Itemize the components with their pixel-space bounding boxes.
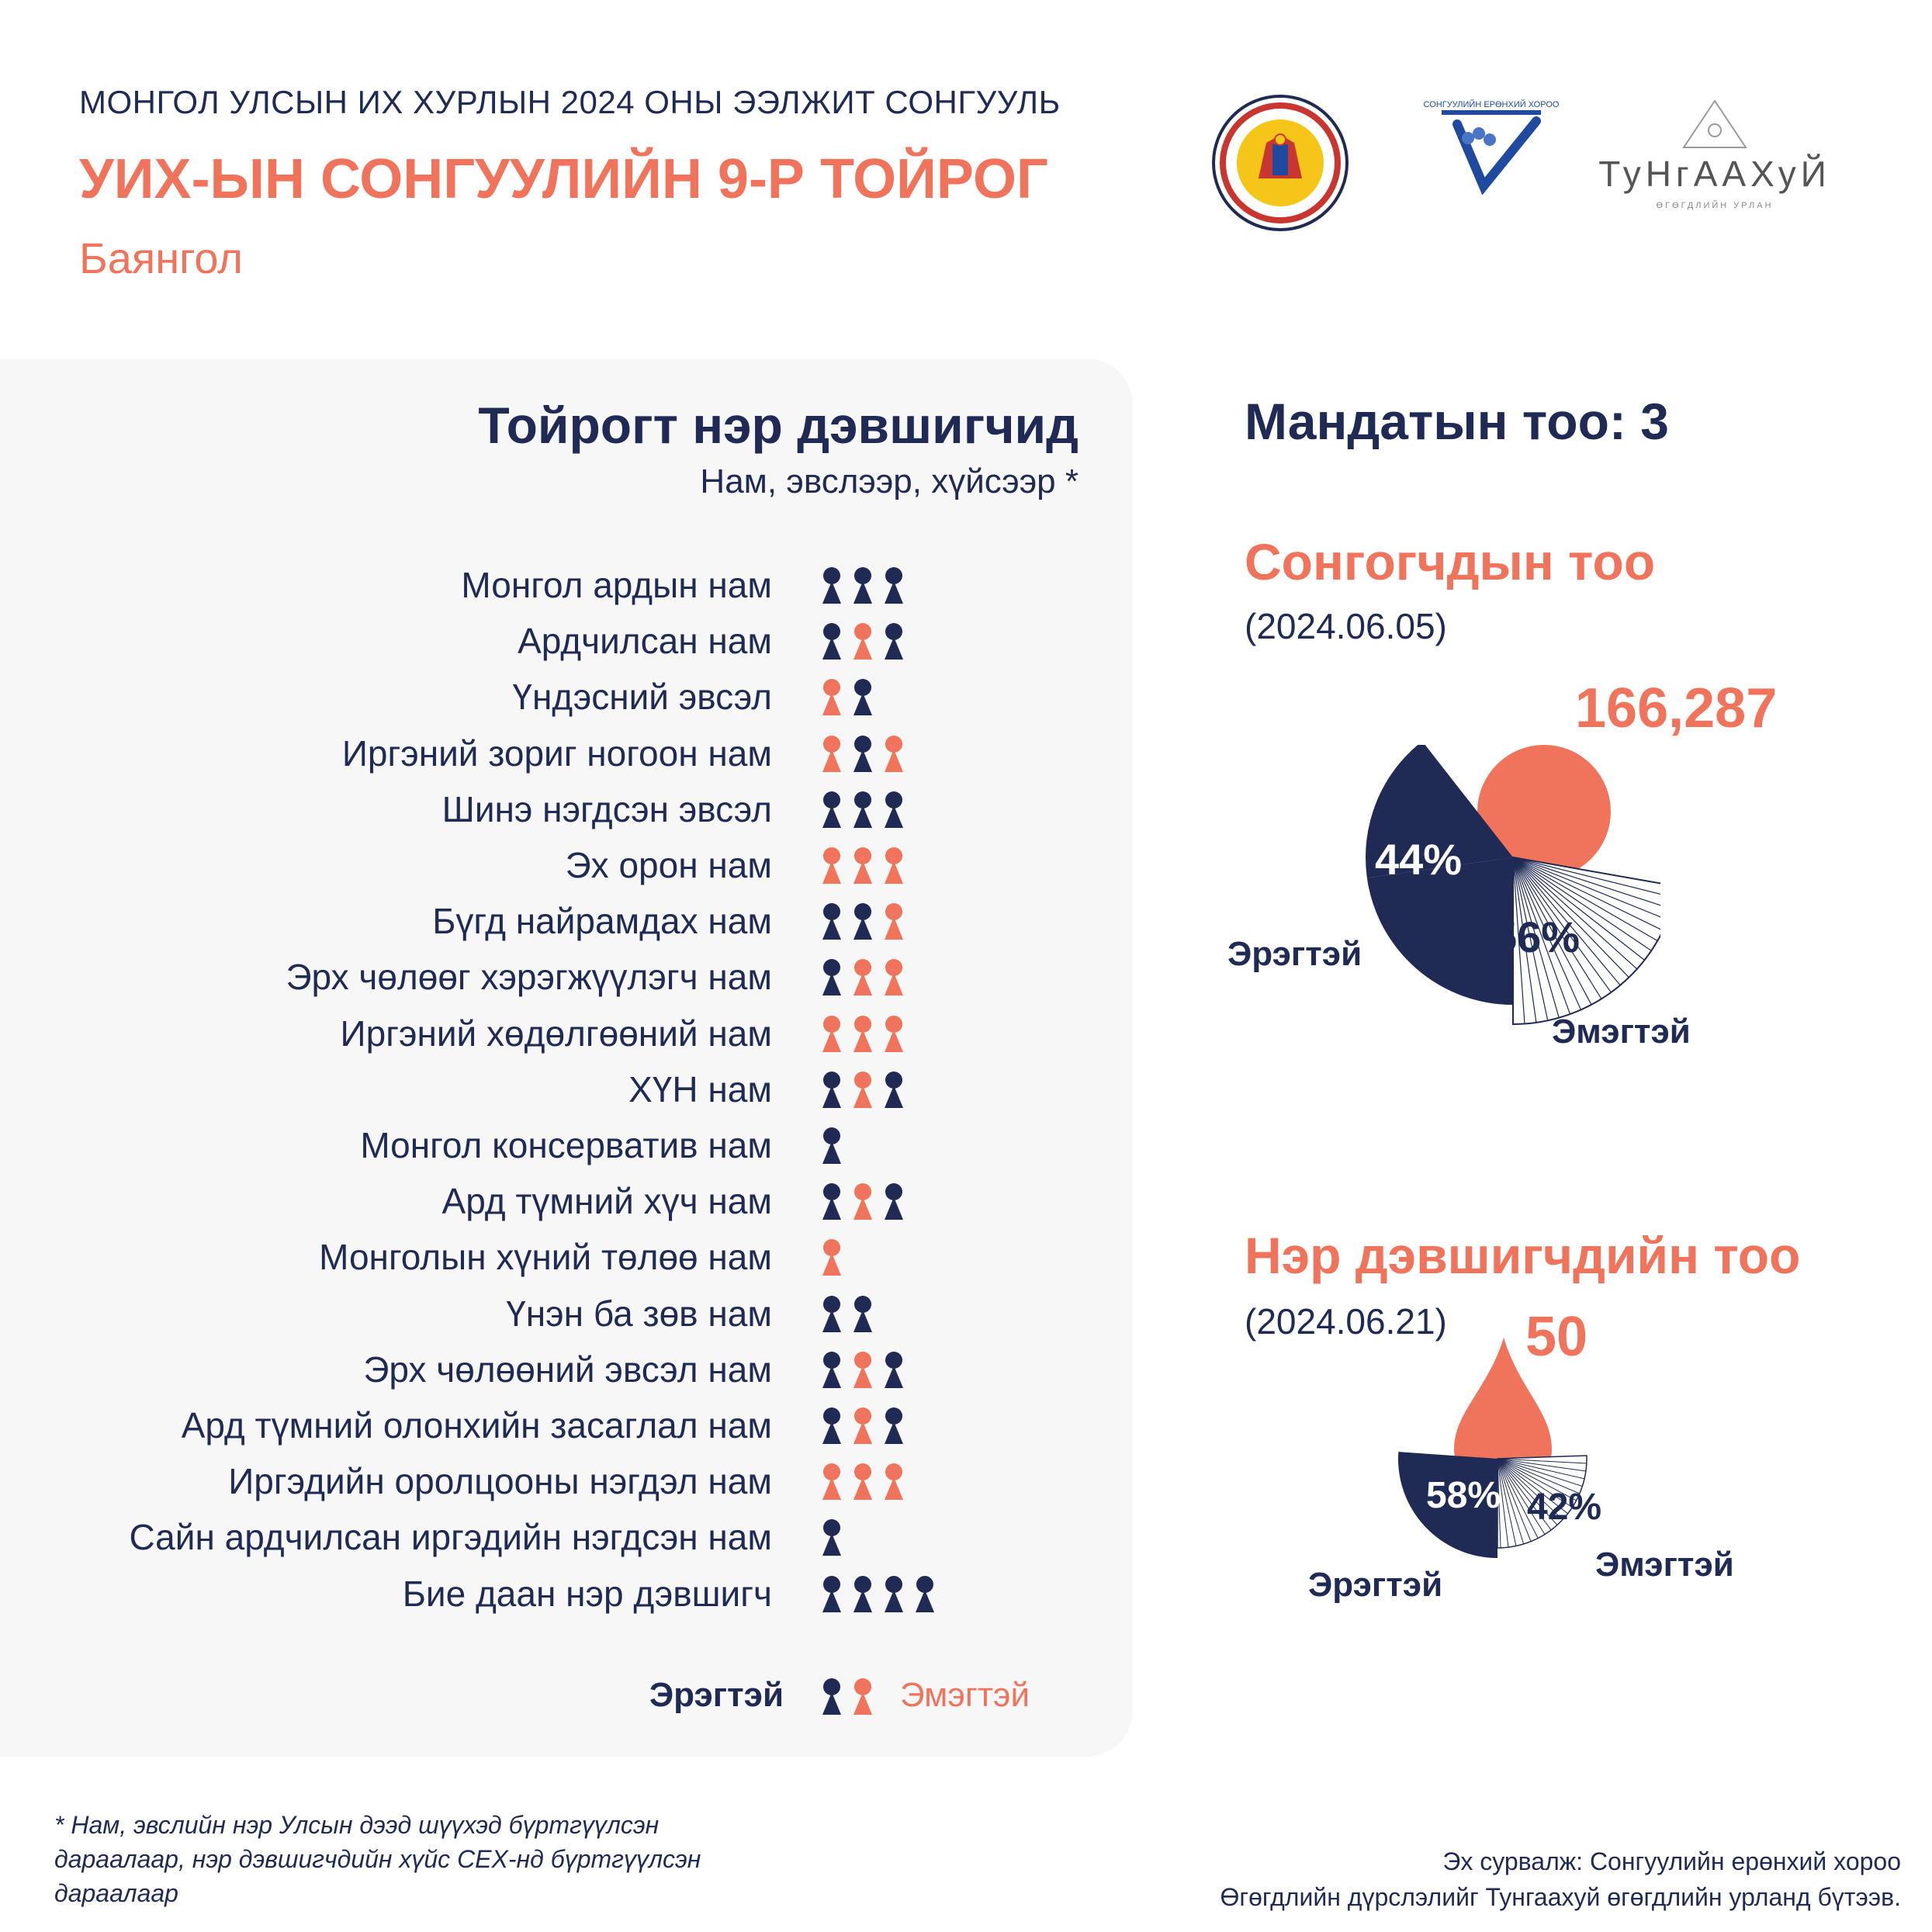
party-row xyxy=(0,557,1009,613)
female-candidate-icon xyxy=(822,1463,841,1500)
candidates-female-pct: 42% xyxy=(1527,1487,1602,1528)
female-candidate-icon xyxy=(853,959,872,995)
party-name: Эрх чөлөөний эвсэл нам xyxy=(363,1349,772,1390)
female-candidate-icon xyxy=(853,1407,872,1444)
party-row xyxy=(0,1397,1009,1453)
voters-female-pct: 56% xyxy=(1493,912,1581,961)
candidates-male-label: Эрэгтэй xyxy=(1308,1566,1443,1604)
party-name: Иргэдийн оролцооны нэгдэл нам xyxy=(228,1461,772,1502)
candidate-icons xyxy=(821,1295,883,1334)
candidate-icons xyxy=(821,791,914,829)
candidate-icons xyxy=(821,1182,914,1221)
female-candidate-icon xyxy=(853,1016,872,1052)
male-candidate-icon xyxy=(822,903,841,940)
district-title: УИХ-ЫН СОНГУУЛИЙН 9-Р ТОЙРОГ xyxy=(79,148,1048,210)
party-name: Монгол консерватив нам xyxy=(360,1125,772,1165)
male-candidate-icon xyxy=(853,1296,872,1332)
brand-name: ТуНгААХуЙ xyxy=(1598,154,1831,194)
female-candidate-icon xyxy=(853,1183,872,1220)
party-row xyxy=(0,1229,1009,1285)
legend-icons xyxy=(821,1678,883,1716)
party-name: Монгол ардын нам xyxy=(461,565,772,605)
party-row xyxy=(0,893,1009,949)
header-kicker: МОНГОЛ УЛСЫН ИХ ХУРЛЫН 2024 ОНЫ ЭЭЛЖИТ СОНГУУЛЬ xyxy=(79,84,1061,120)
male-candidate-icon xyxy=(885,1352,903,1388)
party-row xyxy=(0,1006,1009,1061)
female-candidate-icon xyxy=(853,1072,872,1108)
party-name: Сайн ардчилсан иргэдийн нэгдсэн нам xyxy=(129,1517,772,1558)
party-row xyxy=(0,781,1009,837)
male-candidate-icon xyxy=(822,1407,841,1444)
candidates-title: Тойрогт нэр дэвшигчид xyxy=(478,396,1079,454)
female-candidate-icon xyxy=(885,736,903,772)
female-candidate-icon xyxy=(885,847,903,884)
party-name: Ардчилсан нам xyxy=(518,621,772,662)
female-candidate-icon xyxy=(885,1463,903,1500)
party-row xyxy=(0,1173,1009,1229)
female-candidate-icon xyxy=(885,1016,903,1052)
candidate-icons xyxy=(821,1351,914,1390)
male-candidate-icon xyxy=(822,959,841,995)
male-candidate-icon xyxy=(822,1183,841,1220)
tungaakhui-brand-logo xyxy=(1598,101,1831,210)
party-name: Бүгд найрамдах нам xyxy=(432,901,772,942)
voters-male-label: Эрэгтэй xyxy=(1227,935,1362,973)
candidate-icons xyxy=(821,1463,914,1501)
gec-checkmark-logo xyxy=(1424,99,1560,186)
female-candidate-icon xyxy=(885,959,903,995)
source-line-2: Өгөгдлийн дүрслэлийг Тунгаахуй өгөгдлийн урланд бүтээв. xyxy=(1220,1883,1901,1911)
party-row xyxy=(0,1286,1009,1342)
party-row xyxy=(0,1061,1009,1117)
male-candidate-icon xyxy=(885,567,903,604)
legend-female-label: Эмэгтэй xyxy=(900,1676,1030,1714)
area-name: Баянгол xyxy=(79,234,243,282)
candidate-icons xyxy=(821,1518,852,1557)
male-candidate-icon xyxy=(822,1352,841,1388)
legend-male-label: Эрэгтэй xyxy=(649,1676,784,1714)
voters-date: (2024.06.05) xyxy=(1245,606,1447,646)
candidates-count-date: (2024.06.21) xyxy=(1245,1301,1447,1342)
male-candidate-icon xyxy=(885,1072,903,1108)
party-name: Бие даан нэр дэвшигч xyxy=(402,1573,772,1614)
candidates-subtitle: Нам, эвслээр, хүйсээр * xyxy=(700,462,1079,500)
voters-male-pct: 44% xyxy=(1375,835,1463,884)
logos xyxy=(1210,93,1854,233)
male-candidate-icon xyxy=(822,1576,841,1612)
source-line-1: Эх сурвалж: Сонгуулийн ерөнхий хороо xyxy=(1442,1847,1901,1875)
candidates-count-title: Нэр дэвшигчдийн тоо xyxy=(1245,1227,1801,1284)
party-name: Ард түмний олонхийн засаглал нам xyxy=(181,1405,772,1446)
party-name: Монголын хүний төлөө нам xyxy=(319,1237,772,1278)
party-name: Үндэсний эвсэл xyxy=(512,677,772,718)
male-candidate-icon xyxy=(885,1183,903,1220)
female-candidate-icon xyxy=(885,903,903,940)
male-candidate-icon xyxy=(822,1296,841,1332)
mandate-count: Мандатын тоо: 3 xyxy=(1245,393,1669,450)
male-candidate-icon xyxy=(853,791,872,828)
male-candidate-icon xyxy=(853,679,872,715)
male-candidate-icon xyxy=(885,791,903,828)
source-credit xyxy=(1220,1844,1901,1915)
party-name: Иргэний хөдөлгөөний нам xyxy=(340,1013,772,1054)
candidate-icons xyxy=(821,735,914,774)
female-candidate-icon xyxy=(853,1463,872,1500)
female-candidate-icon xyxy=(822,736,841,772)
candidate-icons xyxy=(821,902,914,941)
female-candidate-icon xyxy=(822,679,841,715)
voters-total: 166,287 xyxy=(1575,677,1778,739)
party-row xyxy=(0,1566,1009,1622)
candidate-icons xyxy=(821,622,914,661)
candidate-icons xyxy=(821,1575,945,1614)
male-candidate-icon xyxy=(853,567,872,604)
male-candidate-icon xyxy=(822,1072,841,1108)
footnote: * Нам, эвслийн нэр Улсын дээд шүүхэд бүртгүүлсэн дараалаар, нэр дэвшигчдийн хүйс СЕХ-нд бүртгүүлсэн дараалаар xyxy=(54,1811,701,1907)
male-candidate-icon xyxy=(885,1407,903,1444)
legend-female-icon xyxy=(853,1678,872,1715)
party-name: Иргэний зориг ногоон нам xyxy=(341,732,772,774)
candidate-icons xyxy=(821,1071,914,1110)
candidate-icons xyxy=(821,847,914,885)
party-name: Эрх чөлөөг хэрэгжүүлэгч нам xyxy=(286,957,772,998)
party-row xyxy=(0,1453,1009,1509)
candidate-icons xyxy=(821,1015,914,1054)
candidate-icons xyxy=(821,1238,852,1277)
voters-pie xyxy=(1350,745,1660,1047)
candidate-icons xyxy=(821,678,883,717)
party-name: Үнэн ба зөв нам xyxy=(506,1293,772,1334)
party-row xyxy=(0,669,1009,725)
party-name: Шинэ нэгдсэн эвсэл xyxy=(441,788,772,829)
candidate-icons xyxy=(821,566,914,605)
gec-top-text: СОНГУУЛИЙН ЕРӨНХИЙ ХОРОО xyxy=(1423,100,1560,109)
voters-female-label: Эмэгтэй xyxy=(1552,1013,1691,1051)
male-candidate-icon xyxy=(853,903,872,940)
candidate-icons xyxy=(821,958,914,997)
party-row xyxy=(0,837,1009,893)
female-candidate-icon xyxy=(822,1016,841,1052)
party-row xyxy=(0,1117,1009,1173)
female-candidate-icon xyxy=(822,847,841,884)
brand-tagline: ӨГӨГДЛИЙН УРЛАН xyxy=(1656,201,1774,210)
female-candidate-icon xyxy=(822,1239,841,1276)
party-row xyxy=(0,949,1009,1005)
male-candidate-icon xyxy=(885,623,903,660)
male-candidate-icon xyxy=(822,1127,841,1164)
party-row xyxy=(0,1342,1009,1397)
male-candidate-icon xyxy=(853,1576,872,1612)
voters-title: Сонгогчдын тоо xyxy=(1245,533,1656,590)
female-candidate-icon xyxy=(853,623,872,660)
party-name: ХҮН нам xyxy=(628,1068,772,1110)
female-candidate-icon xyxy=(853,847,872,884)
party-name: Ард түмний хүч нам xyxy=(441,1181,772,1222)
candidates-total: 50 xyxy=(1525,1306,1588,1368)
male-candidate-icon xyxy=(916,1576,934,1612)
party-name: Эх орон нам xyxy=(565,845,772,885)
party-row xyxy=(0,725,1009,781)
candidate-icons xyxy=(821,1407,914,1446)
male-candidate-icon xyxy=(822,791,841,828)
legend-male-icon xyxy=(822,1678,841,1715)
party-row xyxy=(0,613,1009,669)
female-candidate-icon xyxy=(853,1352,872,1388)
candidate-icons xyxy=(821,1127,852,1165)
male-candidate-icon xyxy=(885,1576,903,1612)
candidates-female-label: Эмэгтэй xyxy=(1595,1546,1734,1584)
male-candidate-icon xyxy=(822,623,841,660)
gec-seal-logo xyxy=(1214,96,1347,230)
male-candidate-icon xyxy=(853,736,872,772)
candidates-male-pct: 58% xyxy=(1426,1475,1501,1516)
party-row xyxy=(0,1509,1009,1565)
male-candidate-icon xyxy=(822,567,841,604)
male-candidate-icon xyxy=(822,1519,841,1556)
